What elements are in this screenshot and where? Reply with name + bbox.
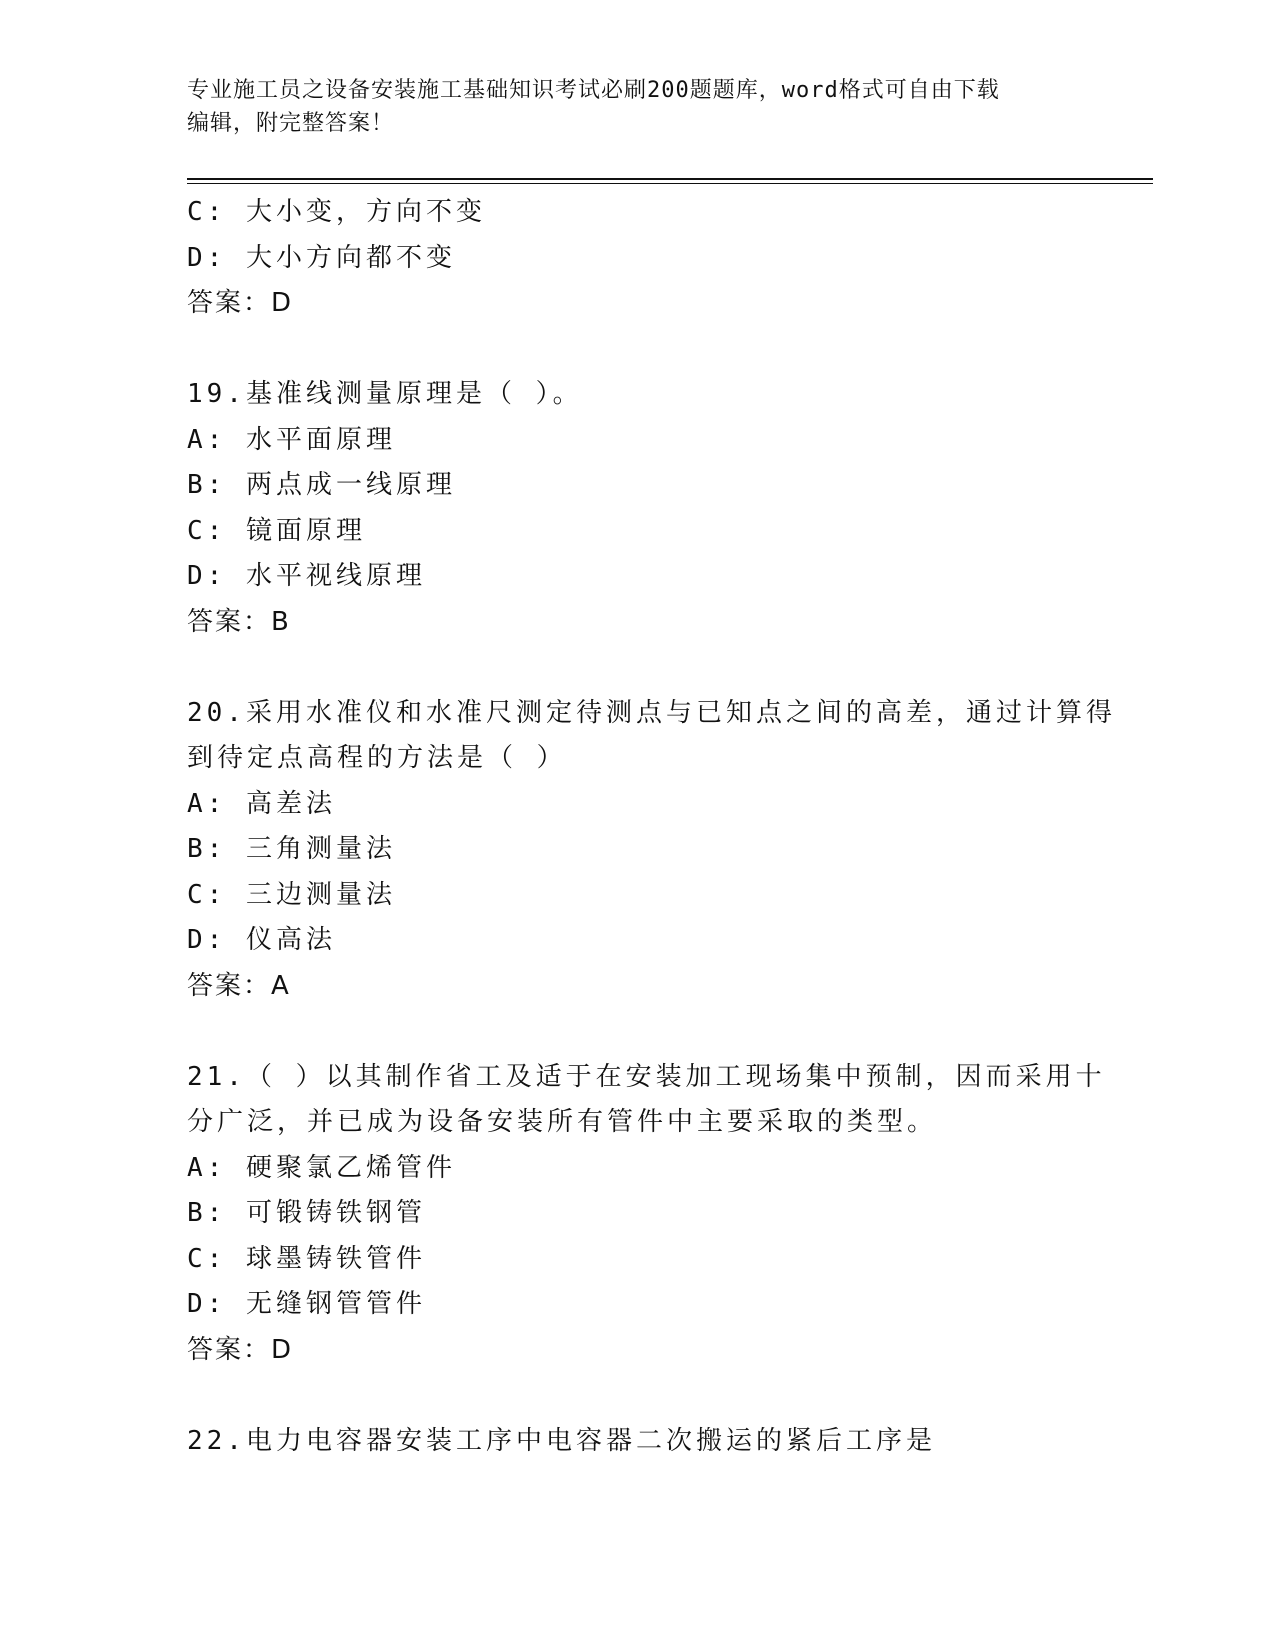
- answer-line: 答案：B: [187, 606, 291, 637]
- option-b: B: 两点成一线原理: [187, 470, 456, 500]
- header-line-1: 专业施工员之设备安装施工基础知识考试必刷200题题库，word格式可自由下载: [187, 78, 1000, 103]
- question-stem: 22.电力电容器安装工序中电容器二次搬运的紧后工序是: [187, 1425, 936, 1456]
- question-18-tail: [187, 190, 1087, 327]
- answer-line: 答案：D: [187, 1334, 294, 1365]
- header-rule-thin: [187, 183, 1153, 184]
- question-19: [187, 372, 1087, 645]
- option-c: C: 大小变，方向不变: [187, 197, 486, 227]
- option-b: B: 三角测量法: [187, 834, 396, 864]
- header-rule-thick: [187, 178, 1153, 180]
- answer-line: 答案：A: [187, 970, 291, 1001]
- option-a: A: 硬聚氯乙烯管件: [187, 1152, 456, 1183]
- question-20: [187, 691, 1116, 1010]
- question-stem-line-2: 分广泛，并已成为设备安装所有管件中主要采取的类型。: [187, 1107, 938, 1137]
- spacer: [187, 645, 1087, 691]
- option-d: D: 大小方向都不变: [187, 242, 456, 273]
- option-d: D: 无缝钢管管件: [187, 1289, 426, 1319]
- spacer: [187, 327, 1087, 373]
- document-body: [187, 190, 1116, 1464]
- option-c: C: 球墨铸铁管件: [187, 1243, 426, 1274]
- document-header: [187, 74, 1087, 140]
- header-line-2: 编辑，附完整答案！: [187, 111, 395, 136]
- question-stem: 19.基准线测量原理是（ ）。: [187, 379, 583, 409]
- question-stem-line-1: 20.采用水准仪和水准尺测定待测点与已知点之间的高差，通过计算得: [187, 697, 1116, 728]
- question-stem-line-2: 到待定点高程的方法是（ ）: [187, 743, 567, 773]
- spacer: [187, 1009, 1087, 1055]
- option-d: D: 水平视线原理: [187, 561, 426, 591]
- option-d: D: 仪高法: [187, 925, 336, 955]
- option-c: C: 镜面原理: [187, 515, 366, 546]
- option-a: A: 高差法: [187, 788, 336, 819]
- answer-line: 答案：D: [187, 288, 294, 318]
- question-21: [187, 1055, 1106, 1374]
- option-a: A: 水平面原理: [187, 424, 396, 455]
- spacer: [187, 1373, 1087, 1419]
- question-stem-line-1: 21.（ ）以其制作省工及适于在安装加工现场集中预制，因而采用十: [187, 1061, 1106, 1092]
- question-22: [187, 1419, 1087, 1465]
- option-b: B: 可锻铸铁钢管: [187, 1198, 426, 1228]
- option-c: C: 三边测量法: [187, 879, 396, 910]
